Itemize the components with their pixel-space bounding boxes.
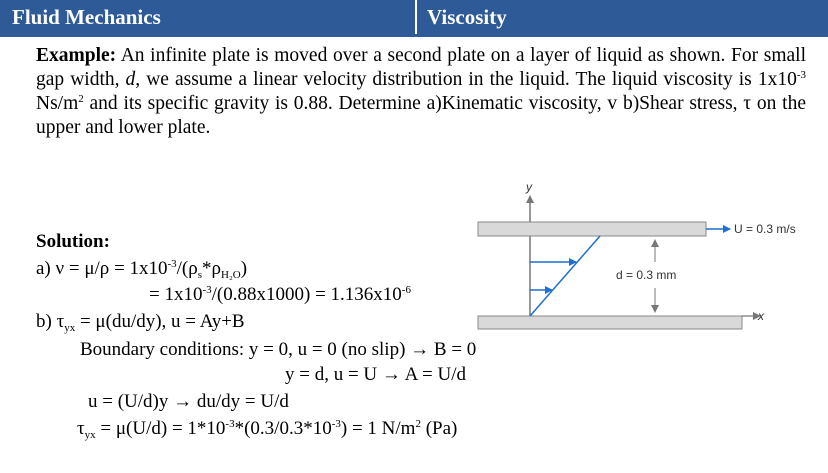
tau-text-3: *(0.3/0.3*10 — [234, 418, 332, 439]
tau-text-4: ) = 1 N/m — [340, 418, 416, 439]
solution-a-sub-h2o: H₂O — [221, 269, 241, 281]
solution-a-text-2: /(ρ — [176, 258, 198, 279]
solution-b-line — [36, 311, 245, 333]
example-text-1: An infinite plate is moved over a second plate on a layer of liquid as shown. For small gap width, — [36, 45, 806, 90]
solution-a2-text-1: = 1x10 — [149, 284, 203, 305]
header-divider — [0, 34, 828, 37]
solution-a-text-3: *ρ — [202, 258, 222, 279]
solution-a-result-line — [149, 284, 411, 306]
solution-a-text-4: ) — [240, 258, 248, 279]
example-exponent-2: 2 — [78, 93, 84, 105]
upper-plate — [478, 222, 706, 236]
solution-b-text-2: = μ(du/dy), u = Ay+B — [75, 311, 245, 332]
solution-a-text-1: a) ν = μ/ρ = 1x10 — [36, 258, 168, 279]
example-paragraph — [36, 44, 806, 140]
example-text-4: and its specific gravity is 0.88. Determine a)Kinematic viscosity, v b)Shear stress, τ on the upper and lower plate. — [36, 93, 806, 138]
tau-exponent-3: 2 — [415, 418, 421, 430]
solution-a2-text-2: /(0.88x1000) = 1.136x10 — [211, 284, 402, 305]
solution-b-sub: yx — [64, 322, 76, 334]
tau-text-1: τ — [77, 418, 85, 439]
example-d-symbol: d — [125, 69, 136, 90]
gap-label: d = 0.3 mm — [616, 268, 677, 282]
lower-plate — [478, 316, 742, 329]
solution-a-sub-s: s — [197, 269, 203, 281]
tau-text-2: = μ(U/d) = 1*10 — [95, 418, 226, 439]
shear-stress-result — [77, 418, 457, 440]
y-axis-label: y — [526, 180, 532, 194]
tau-text-5: (Pa) — [420, 418, 458, 439]
solution-a2-exponent-2: -6 — [401, 284, 411, 296]
example-exponent: -3 — [796, 69, 806, 81]
solution-a-exponent: -3 — [167, 258, 177, 270]
velocity-gradient-line: u = (U/d)y → du/dy = U/d — [88, 391, 289, 412]
solution-a-line — [36, 258, 247, 280]
boundary-condition-2: y = d, u = U → A = U/d — [285, 364, 466, 385]
header-course-title: Fluid Mechanics — [0, 0, 415, 34]
header-topic-title: Viscosity — [415, 0, 828, 34]
boundary-condition-1: Boundary conditions: y = 0, u = 0 (no slip) → B = 0 — [80, 339, 477, 360]
velocity-profile-diagram — [460, 180, 828, 340]
solution-b-text-1: b) τ — [36, 311, 65, 332]
solution-a2-exponent: -3 — [202, 284, 212, 296]
velocity-label: U = 0.3 m/s — [734, 222, 796, 236]
velocity-profile-line — [530, 236, 600, 316]
example-text-2: , we assume a linear velocity distribution in the liquid. The liquid viscosity is 1x10 — [135, 69, 797, 90]
slide-header — [0, 0, 828, 34]
tau-exponent-2: -3 — [331, 418, 341, 430]
example-text-3: Ns/m — [36, 93, 79, 114]
x-axis-label: x — [758, 309, 764, 323]
solution-label: Solution: — [36, 231, 110, 252]
tau-sub: yx — [84, 429, 96, 441]
example-label: Example: — [36, 45, 117, 66]
tau-exponent: -3 — [225, 418, 235, 430]
